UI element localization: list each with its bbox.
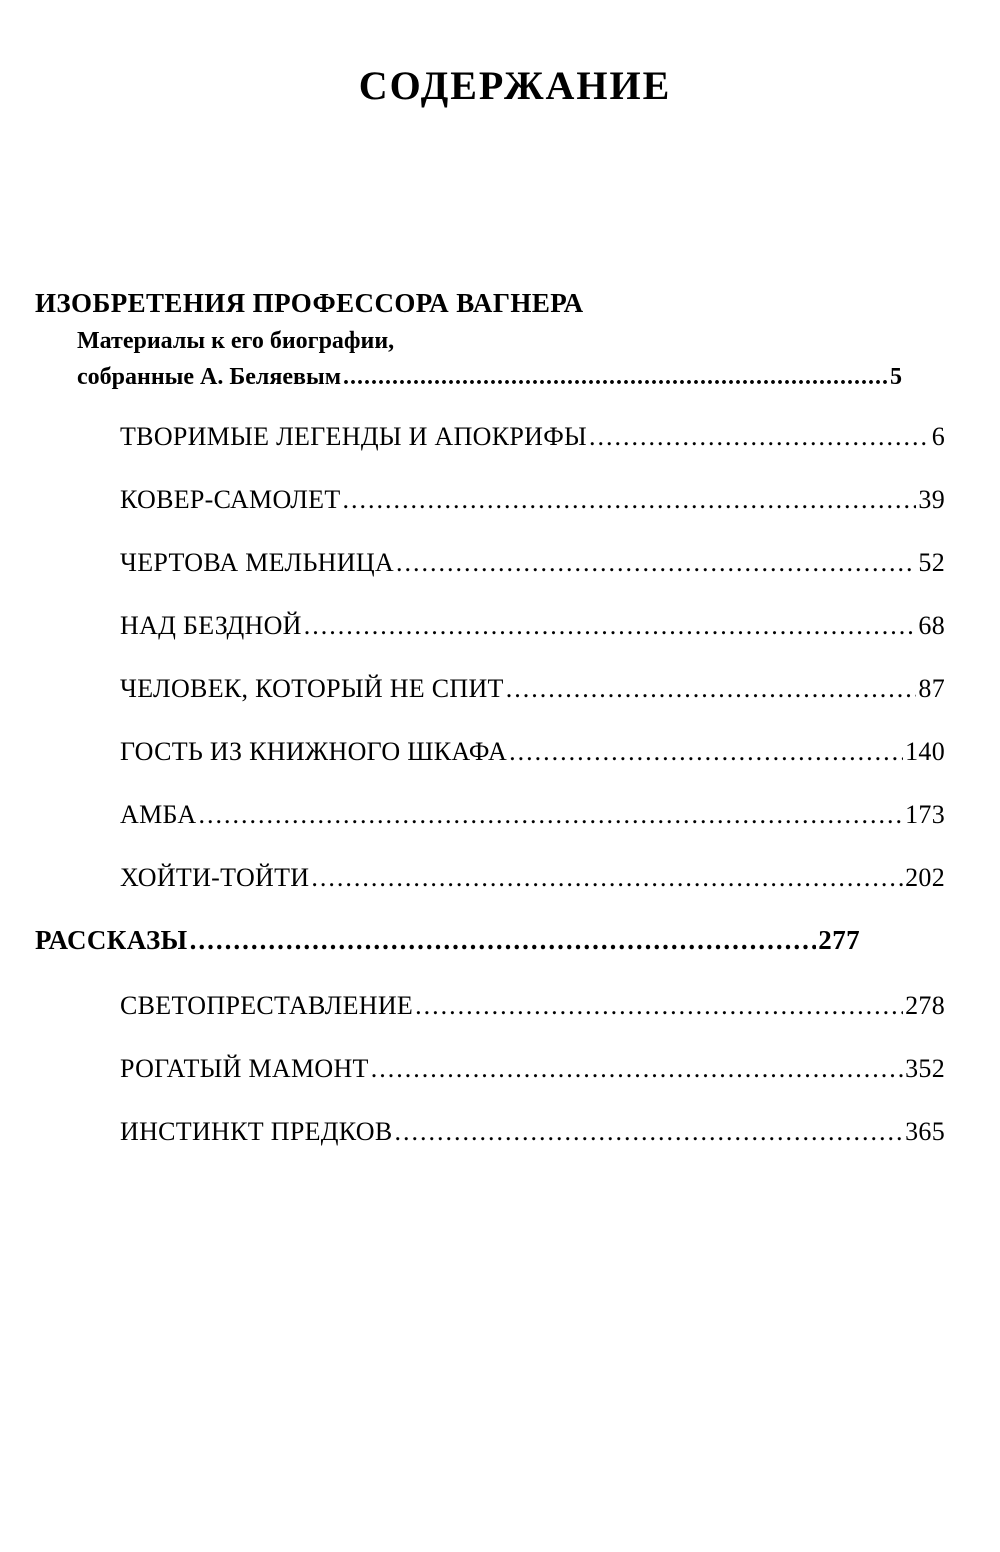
toc-entry-label: ЧЕЛОВЕК, КОТОРЫЙ НЕ СПИТ	[120, 674, 504, 704]
dot-leader	[343, 480, 917, 519]
toc-entry[interactable]	[35, 732, 945, 771]
dot-leader	[415, 986, 903, 1025]
dot-leader	[190, 921, 817, 960]
dot-leader	[198, 795, 903, 834]
section-heading: РАССКАЗЫ	[35, 925, 188, 956]
toc-entry[interactable]	[35, 417, 945, 456]
section-heading-page: 277	[818, 925, 860, 956]
toc-section-stories	[35, 921, 945, 1151]
toc-entry-page: 173	[905, 800, 945, 830]
toc-entry-label: ГОСТЬ ИЗ КНИЖНОГО ШКАФА	[120, 737, 508, 767]
toc-entry[interactable]	[35, 1112, 945, 1151]
toc-entry-page: 140	[905, 737, 945, 767]
toc-entry-page: 278	[905, 991, 945, 1021]
toc-entry[interactable]	[35, 858, 945, 897]
toc-entry-label: ТВОРИМЫЕ ЛЕГЕНДЫ И АПОКРИФЫ	[120, 422, 588, 452]
toc-entry-label: РОГАТЫЙ МАМОНТ	[120, 1054, 369, 1084]
toc-entry-label: СВЕТОПРЕСТАВЛЕНИЕ	[120, 991, 414, 1021]
toc-entry-page: 87	[918, 674, 945, 704]
toc-entry-page: 352	[905, 1054, 945, 1084]
dot-leader	[509, 732, 903, 771]
dot-leader	[506, 669, 917, 708]
toc-entry[interactable]	[35, 986, 945, 1025]
toc-entry-page: 365	[905, 1117, 945, 1147]
toc-section-wagner	[35, 284, 945, 897]
toc-entry-label: ИНСТИНКТ ПРЕДКОВ	[120, 1117, 393, 1147]
toc-list	[0, 284, 1000, 1151]
section-heading-row[interactable]	[35, 921, 860, 960]
toc-entry[interactable]	[35, 1049, 945, 1088]
toc-entry-page: 68	[918, 611, 945, 641]
toc-entry-label: ХОЙТИ-ТОЙТИ	[120, 863, 310, 893]
toc-entry-biography[interactable]	[35, 359, 902, 395]
dot-leader	[343, 359, 888, 395]
toc-entry[interactable]	[35, 480, 945, 519]
dot-leader	[311, 858, 903, 897]
page-title: СОДЕРЖАНИЕ	[358, 63, 672, 108]
dot-leader	[304, 606, 917, 645]
section-heading: ИЗОБРЕТЕНИЯ ПРОФЕССОРА ВАГНЕРА	[35, 288, 584, 318]
section-subtitle-line1: Материалы к его биографии,	[77, 328, 395, 355]
toc-entry-page: 52	[918, 548, 945, 578]
toc-entry[interactable]	[35, 543, 945, 582]
toc-entry-label: АМБА	[120, 800, 197, 830]
toc-entry-page: 39	[918, 485, 945, 515]
dot-leader	[371, 1049, 903, 1088]
toc-entry[interactable]	[35, 795, 945, 834]
toc-entry-page: 5	[890, 364, 902, 391]
toc-entry[interactable]	[35, 669, 945, 708]
dot-leader	[396, 543, 916, 582]
toc-entry[interactable]	[35, 606, 945, 645]
toc-entry-label: КОВЕР-САМОЛЕТ	[120, 485, 341, 515]
dot-leader	[395, 1112, 904, 1151]
toc-entry-page: 202	[905, 863, 945, 893]
toc-entry-label: собранные А. Беляевым	[77, 364, 342, 391]
toc-entry-label: НАД БЕЗДНОЙ	[120, 611, 302, 641]
toc-entry-page: 6	[931, 422, 945, 452]
dot-leader	[589, 417, 930, 456]
toc-entry-label: ЧЕРТОВА МЕЛЬНИЦА	[120, 548, 394, 578]
